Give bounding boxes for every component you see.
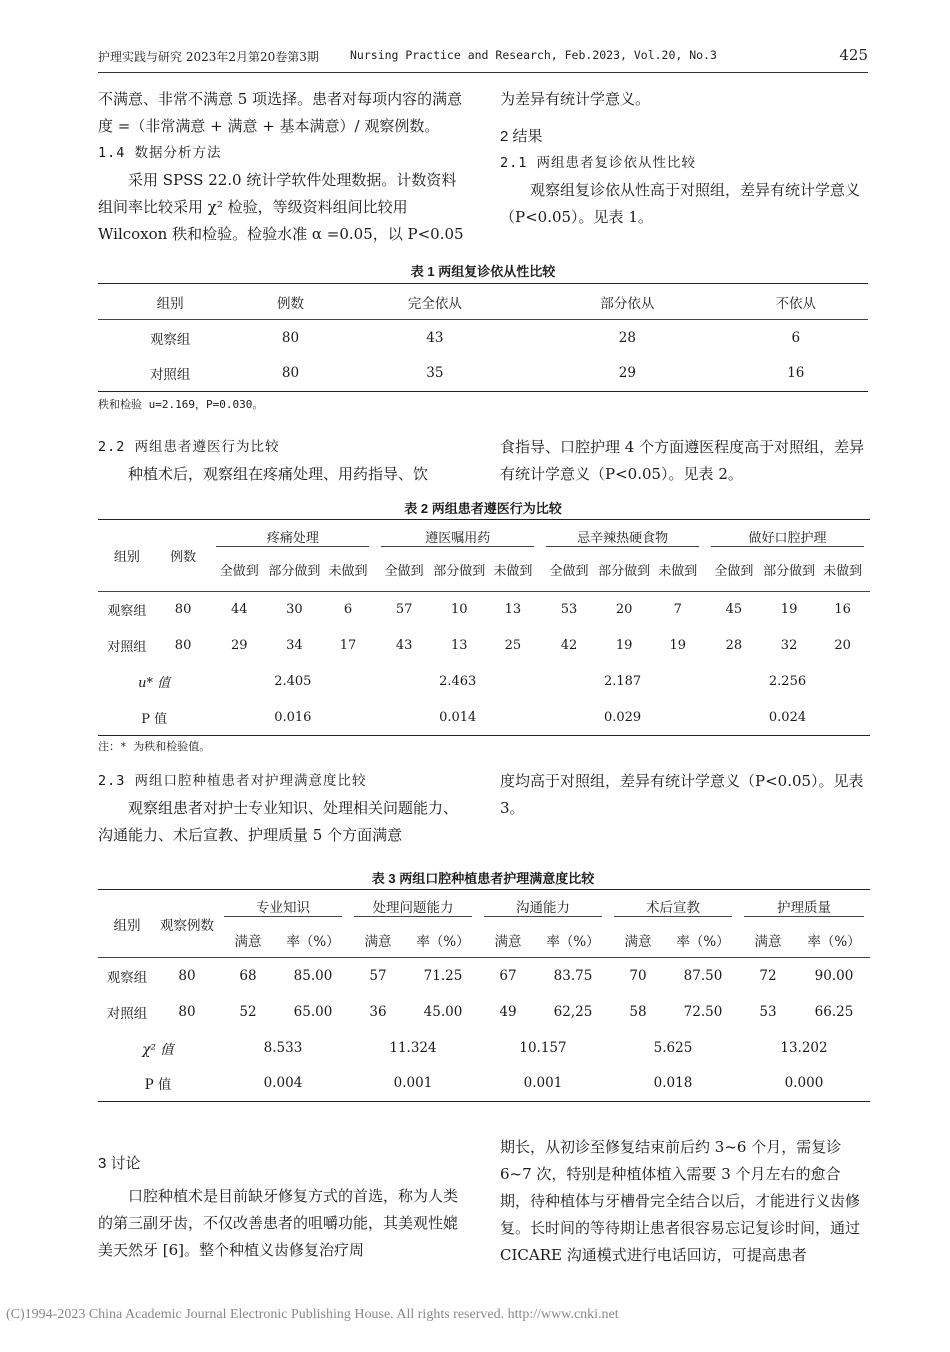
table-row xyxy=(98,994,870,1030)
table2-cell: 32 xyxy=(780,638,798,653)
table2-cell: 44 xyxy=(230,602,248,618)
table2-subheader: 部分做到 xyxy=(763,564,816,580)
table3-subheader: 满意 xyxy=(624,934,652,951)
table3-group: 对照组 xyxy=(106,1005,148,1022)
table2-u-value: 2.256 xyxy=(768,674,807,689)
table3-chi-value: 11.324 xyxy=(389,1039,437,1056)
table2-subheader: 部分做到 xyxy=(433,564,486,580)
table3-subheader: 率（%） xyxy=(416,934,470,951)
table2-group: 对照组 xyxy=(107,640,147,655)
table3-cell: 67 xyxy=(499,967,517,984)
table2-p-value: 0.016 xyxy=(274,709,312,725)
table1-header: 组别 xyxy=(98,284,242,320)
table2-subheader: 未做到 xyxy=(328,564,368,580)
table3-cell: 71.25 xyxy=(423,967,463,984)
left-column-top xyxy=(98,86,470,248)
table3-n: 80 xyxy=(178,1003,196,1020)
table2-u-label: u* 值 xyxy=(138,676,171,691)
table2-n-header: 例数 xyxy=(156,520,211,592)
table3-group: 观察组 xyxy=(106,969,148,986)
table3-cell: 58 xyxy=(629,1003,647,1020)
table3-chi-label: χ² 值 xyxy=(142,1041,174,1058)
table1-cell: 28 xyxy=(618,329,636,346)
table2-cell: 19 xyxy=(669,638,687,653)
table3-cell: 66.25 xyxy=(814,1003,854,1020)
table2-cell: 19 xyxy=(780,602,798,618)
table-row xyxy=(98,664,870,700)
table3-title: 表 3 两组口腔种植患者护理满意度比较 xyxy=(371,871,595,886)
table3-category: 处理问题能力 xyxy=(354,896,472,917)
table3-p-value: 0.000 xyxy=(784,1075,824,1092)
left-column-discussion xyxy=(98,1150,470,1264)
right-column-sec23 xyxy=(500,768,870,822)
table3-cell: 36 xyxy=(369,1003,387,1020)
table2-cell: 19 xyxy=(615,638,633,653)
table2-subheader: 未做到 xyxy=(823,564,863,580)
paragraph: 不满意、非常不满意 5 项选择。患者对每项内容的满意度 =（非常满意 + 满意 + 基本满意）/ 观察例数。 xyxy=(98,90,463,135)
table2-p-value: 0.029 xyxy=(603,709,642,725)
table3-chi-value: 5.625 xyxy=(653,1039,693,1056)
table2-category: 疼痛处理 xyxy=(216,527,369,547)
table2-cell: 20 xyxy=(615,602,633,618)
table3-n-header: 观察例数 xyxy=(156,890,218,958)
table3-cell: 68 xyxy=(239,967,257,984)
paragraph: 种植术后，观察组在疼痛处理、用药指导、饮 xyxy=(128,465,429,483)
table2-cell: 30 xyxy=(286,602,303,618)
table3-chi-value: 8.533 xyxy=(263,1039,303,1056)
table1-cell: 35 xyxy=(426,365,444,382)
table3-cell: 90.00 xyxy=(814,967,854,984)
table2-u-value: 2.405 xyxy=(274,674,312,689)
table2-cell: 6 xyxy=(343,602,353,618)
header-rule xyxy=(98,72,868,73)
table3-cell: 70 xyxy=(629,967,647,984)
table3-cell: 72.50 xyxy=(683,1003,723,1020)
table3-n: 80 xyxy=(178,967,196,984)
table1-header: 不依从 xyxy=(724,284,868,320)
table1-header: 部分依从 xyxy=(531,284,724,320)
table2-cell: 34 xyxy=(286,638,303,653)
table2-note: 注：* 为秩和检验值。 xyxy=(98,740,211,753)
section-heading-2-3: 2.3 两组口腔种植患者对护理满意度比较 xyxy=(98,773,367,789)
table2-cell: 7 xyxy=(673,602,682,618)
table2-subheader: 全做到 xyxy=(549,564,589,580)
table3-subheader: 率（%） xyxy=(546,934,600,951)
table1-cell: 80 xyxy=(281,365,300,382)
table1-note: 秩和检验 u=2.169，P=0.030。 xyxy=(98,398,264,411)
table3 xyxy=(98,889,870,1102)
table3-p-label: P 值 xyxy=(144,1077,172,1094)
table3-subheader: 率（%） xyxy=(807,934,861,951)
table2-cell: 42 xyxy=(560,638,578,653)
table1-cell: 对照组 xyxy=(149,367,191,384)
paragraph: 食指导、口腔护理 4 个方面遵医程度高于对照组，差异有统计学意义（P<0.05）。见表 2。 xyxy=(500,438,865,483)
table2-subheader: 部分做到 xyxy=(268,564,321,580)
table-row xyxy=(98,320,868,356)
table2-cell: 28 xyxy=(725,638,743,653)
table3-cell: 72 xyxy=(759,967,777,984)
table3-cell: 62,25 xyxy=(553,1003,593,1020)
section-heading-2-2: 2.2 两组患者遵医行为比较 xyxy=(98,439,280,455)
table2-group-header: 组别 xyxy=(98,520,156,592)
table2-cell: 45 xyxy=(725,602,743,618)
table2-cell: 43 xyxy=(395,638,413,653)
copyright-footer: (C)1994-2023 China Academic Journal Electronic Publishing House. All rights reserved. http://www.cnki.net xyxy=(6,1307,619,1322)
paragraph: 观察组复诊依从性高于对照组，差异有统计学意义（P<0.05）。见表 1。 xyxy=(500,181,861,226)
running-header xyxy=(98,48,868,70)
table3-subheader: 满意 xyxy=(494,934,522,951)
table1-cell: 观察组 xyxy=(149,331,191,348)
table2-cell: 13 xyxy=(504,602,522,618)
table3-category: 术后宣教 xyxy=(614,896,732,917)
table2-p-label: P 值 xyxy=(141,711,168,727)
table2-subheader: 未做到 xyxy=(493,564,533,580)
table3-subheader: 满意 xyxy=(364,934,392,951)
table2-group: 观察组 xyxy=(107,604,147,620)
journal-name-cn: 护理实践与研究 2023年2月第20卷第3期 xyxy=(98,50,319,64)
table1-cell: 16 xyxy=(787,365,805,382)
paragraph: 采用 SPSS 22.0 统计学软件处理数据。计数资料组间率比较采用 χ² 检验，等级资料组间比较用 Wilcoxon 秩和检验。检验水准 α =0.05，以 P<0.05 xyxy=(98,171,464,243)
table2-u-value: 2.187 xyxy=(603,674,642,689)
table3-category: 专业知识 xyxy=(224,896,342,917)
table3-p-value: 0.001 xyxy=(393,1075,433,1092)
table2-subheader: 未做到 xyxy=(658,564,698,580)
left-column-mid xyxy=(98,434,470,488)
table3-subheader: 率（%） xyxy=(676,934,730,951)
table3-chi-value: 13.202 xyxy=(780,1039,828,1056)
table2-cell: 25 xyxy=(504,638,522,653)
table2-subheader: 部分做到 xyxy=(598,564,651,580)
table3-cell: 57 xyxy=(369,967,387,984)
table2-subheader: 全做到 xyxy=(714,564,754,580)
table2-cell: 17 xyxy=(339,638,357,653)
table-row xyxy=(98,628,870,664)
table2-n: 80 xyxy=(174,638,192,653)
table-row xyxy=(98,1030,870,1066)
table3-group-header: 组别 xyxy=(98,890,156,958)
table2-cell: 10 xyxy=(451,602,468,618)
table3-subheader: 率（%） xyxy=(286,934,340,951)
table2-category: 遵医嘱用药 xyxy=(381,527,534,547)
table3-p-value: 0.004 xyxy=(263,1075,303,1092)
right-column-mid xyxy=(500,434,870,488)
table3-subheader: 满意 xyxy=(234,934,262,951)
section-heading-2: 2 结果 xyxy=(500,128,543,145)
table1-cell: 43 xyxy=(426,329,444,346)
table3-cell: 53 xyxy=(759,1003,777,1020)
table3-subheader: 满意 xyxy=(754,934,782,951)
paragraph: 观察组患者对护士专业知识、处理相关问题能力、沟通能力、术后宣教、护理质量 5 个方面满意 xyxy=(98,799,459,844)
table1-header: 例数 xyxy=(242,284,338,320)
left-column-sec23 xyxy=(98,768,470,849)
table1 xyxy=(98,283,868,392)
table3-cell: 83.75 xyxy=(553,967,593,984)
table2-cell: 16 xyxy=(834,602,851,618)
table3-chi-value: 10.157 xyxy=(519,1039,567,1056)
section-heading-1-4: 1.4 数据分析方法 xyxy=(98,145,222,161)
page-number: 425 xyxy=(839,46,868,64)
table2-cell: 29 xyxy=(230,638,248,653)
table-row xyxy=(98,1066,870,1102)
table2 xyxy=(98,519,870,736)
table2-category: 做好口腔护理 xyxy=(711,527,864,547)
right-column-top xyxy=(500,86,870,231)
table3-cell: 65.00 xyxy=(293,1003,333,1020)
table1-cell: 29 xyxy=(618,365,636,382)
table3-p-value: 0.001 xyxy=(523,1075,563,1092)
table-row xyxy=(98,356,868,392)
table2-u-value: 2.463 xyxy=(439,674,477,689)
table3-cell: 45.00 xyxy=(423,1003,463,1020)
table2-subheader: 全做到 xyxy=(219,564,259,580)
table3-cell: 85.00 xyxy=(293,967,333,984)
table2-subheader: 全做到 xyxy=(384,564,424,580)
table3-category: 护理质量 xyxy=(744,896,864,917)
table2-title: 表 2 两组患者遵医行为比较 xyxy=(404,501,562,516)
table2-p-value: 0.014 xyxy=(439,709,477,725)
table2-n: 80 xyxy=(174,602,192,618)
table2-cell: 13 xyxy=(451,638,468,653)
table3-cell: 52 xyxy=(239,1003,257,1020)
table1-header: 完全依从 xyxy=(339,284,532,320)
paragraph: 度均高于对照组，差异有统计学意义（P<0.05）。见表 3。 xyxy=(500,772,864,817)
paragraph: 口腔种植术是目前缺牙修复方式的首选，称为人类的第三副牙齿，不仅改善患者的咀嚼功能，其美观性媲美天然牙 [6]。整个种植义齿修复治疗周 xyxy=(98,1187,459,1259)
table3-category: 沟通能力 xyxy=(484,896,602,917)
table3-p-value: 0.018 xyxy=(653,1075,693,1092)
table3-cell: 49 xyxy=(499,1003,517,1020)
table1-title: 表 1 两组复诊依从性比较 xyxy=(410,264,556,279)
section-heading-3: 3 讨论 xyxy=(98,1155,141,1172)
table1-cell: 6 xyxy=(791,329,801,346)
paragraph: 为差异有统计学意义。 xyxy=(500,90,651,108)
table2-cell: 20 xyxy=(834,638,851,653)
table2-cell: 57 xyxy=(395,602,413,618)
table-row xyxy=(98,958,870,994)
journal-name-en: Nursing Practice and Research, Feb.2023, Vol.20, No.3 xyxy=(350,48,717,62)
section-heading-2-1: 2.1 两组患者复诊依从性比较 xyxy=(500,155,697,171)
table3-cell: 87.50 xyxy=(683,967,723,984)
table1-cell: 80 xyxy=(281,329,300,346)
right-column-discussion xyxy=(500,1134,870,1269)
table-row xyxy=(98,592,870,628)
table-row xyxy=(98,700,870,736)
table2-category: 忌辛辣热硬食物 xyxy=(546,527,699,547)
table2-p-value: 0.024 xyxy=(768,709,807,725)
paragraph: 期长，从初诊至修复结束前后约 3~6 个月，需复诊 6~7 次，特别是种植体植入需要 3 个月左右的愈合期，待种植体与牙槽骨完全结合以后，才能进行义齿修复。长时间的等待期让患者很容易忘记复诊时间，通过 CICARE 沟通模式进行电话回访，可提高患者 xyxy=(500,1138,861,1264)
table2-cell: 53 xyxy=(560,602,578,618)
